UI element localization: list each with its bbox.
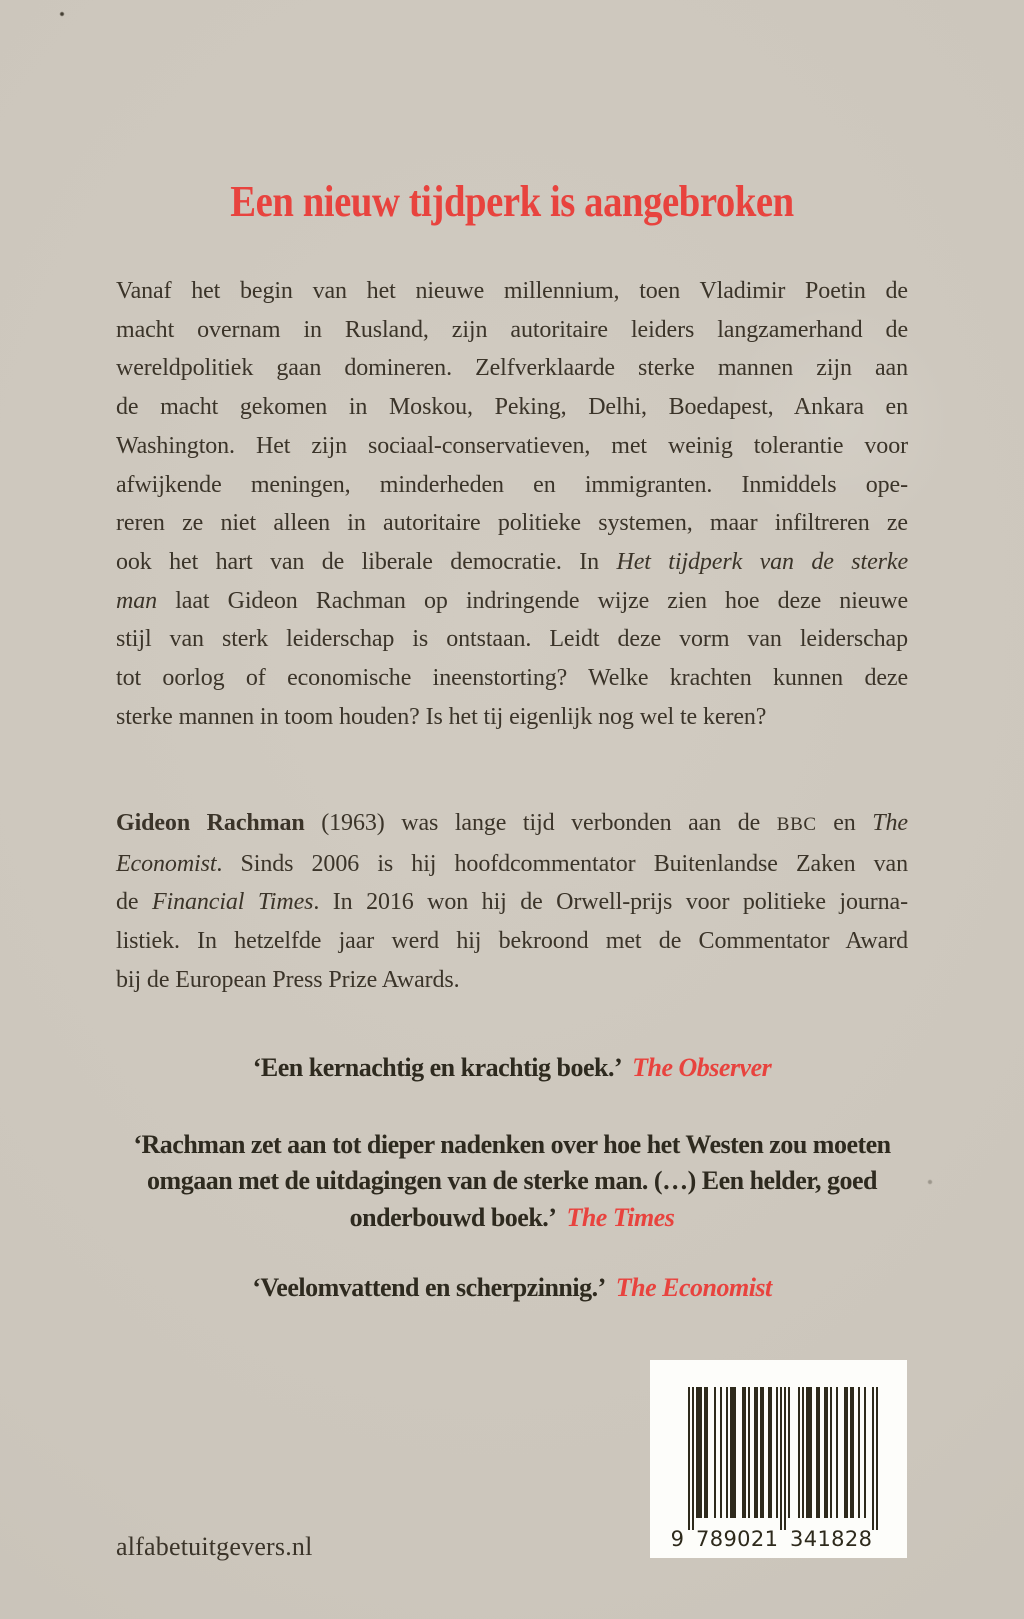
- barcode-digit-group: 9: [670, 1527, 684, 1551]
- quote-text: ‘Een kernachtig en krachtig boek.’: [252, 1053, 623, 1082]
- text-line: de macht gekomen in Moskou, Peking, Delhi, Boedapest, Ankara en: [116, 394, 908, 421]
- text-line: Washington. Het zijn sociaal-conservatieven, met weinig tolerantie voor: [116, 432, 908, 459]
- synopsis: [116, 272, 908, 736]
- publisher-url: alfabetuitgevers.nl: [116, 1532, 313, 1561]
- text-line: Economist. Sinds 2006 is hij hoofdcommentator Buitenlandse Zaken van: [116, 850, 908, 877]
- text-line: afwijkende meningen, minderheden en immigranten. Inmiddels ope-: [116, 471, 908, 498]
- text-line: listiek. In hetzelfde jaar werd hij bekroond met de Commentator Award: [116, 928, 908, 955]
- barcode-digit-group: 789021: [696, 1527, 778, 1551]
- page-title: Een nieuw tijdperk is aangebroken: [230, 177, 794, 226]
- text-line: bij de European Press Prize Awards.: [116, 966, 460, 993]
- text-line: Vanaf het begin van het nieuwe millennium, toen Vladimir Poetin de: [116, 278, 908, 304]
- quote-source: The Observer: [632, 1053, 772, 1082]
- quote-text: ‘Rachman zet aan tot dieper nadenken over hoe het Westen zou moeten omgaan met de uitdagingen van de sterke man. (…) Een helder, goed onderbouwd boek.’: [133, 1130, 891, 1232]
- text-line: ook het hart van de liberale democratie. In Het tijdperk van de sterke: [116, 548, 909, 575]
- text-line: Gideon Rachman (1963) was lange tijd verbonden aan de BBC en The: [116, 810, 908, 836]
- quote-source: The Economist: [615, 1273, 772, 1302]
- text-line: man laat Gideon Rachman op indringende wijze zien hoe deze nieuwe: [116, 587, 908, 614]
- press-quote-economist: [0, 1270, 1024, 1306]
- text-line: wereldpolitiek gaan domineren. Zelfverklaarde sterke mannen zijn aan: [116, 355, 908, 382]
- text-line: stijl van sterk leiderschap is ontstaan. Leidt deze vorm van leiderschap: [116, 626, 908, 653]
- barcode-digit-group: 341828: [790, 1527, 872, 1551]
- barcode-bars: [688, 1387, 878, 1530]
- barcode: [650, 1360, 907, 1558]
- quote-text: ‘Veelomvattend en scherpzinnig.’: [252, 1273, 606, 1302]
- press-quote-observer: [0, 1050, 1024, 1086]
- author-bio: [116, 804, 908, 1000]
- text-line: reren ze niet alleen in autoritaire politieke systemen, maar infiltreren ze: [116, 510, 908, 537]
- text-line: sterke mannen in toom houden? Is het tij eigenlijk nog wel te keren?: [116, 703, 767, 730]
- barcode-svg: [650, 1360, 907, 1558]
- text-line: de Financial Times. In 2016 won hij de Orwell-prijs voor politieke journa-: [116, 889, 908, 916]
- text-line: macht overnam in Rusland, zijn autoritaire leiders langzamerhand de: [116, 316, 908, 343]
- press-quote-times: [92, 1127, 932, 1236]
- quote-source: The Times: [566, 1202, 675, 1232]
- text-line: tot oorlog of economische ineenstorting? Welke krachten kunnen deze: [116, 665, 908, 692]
